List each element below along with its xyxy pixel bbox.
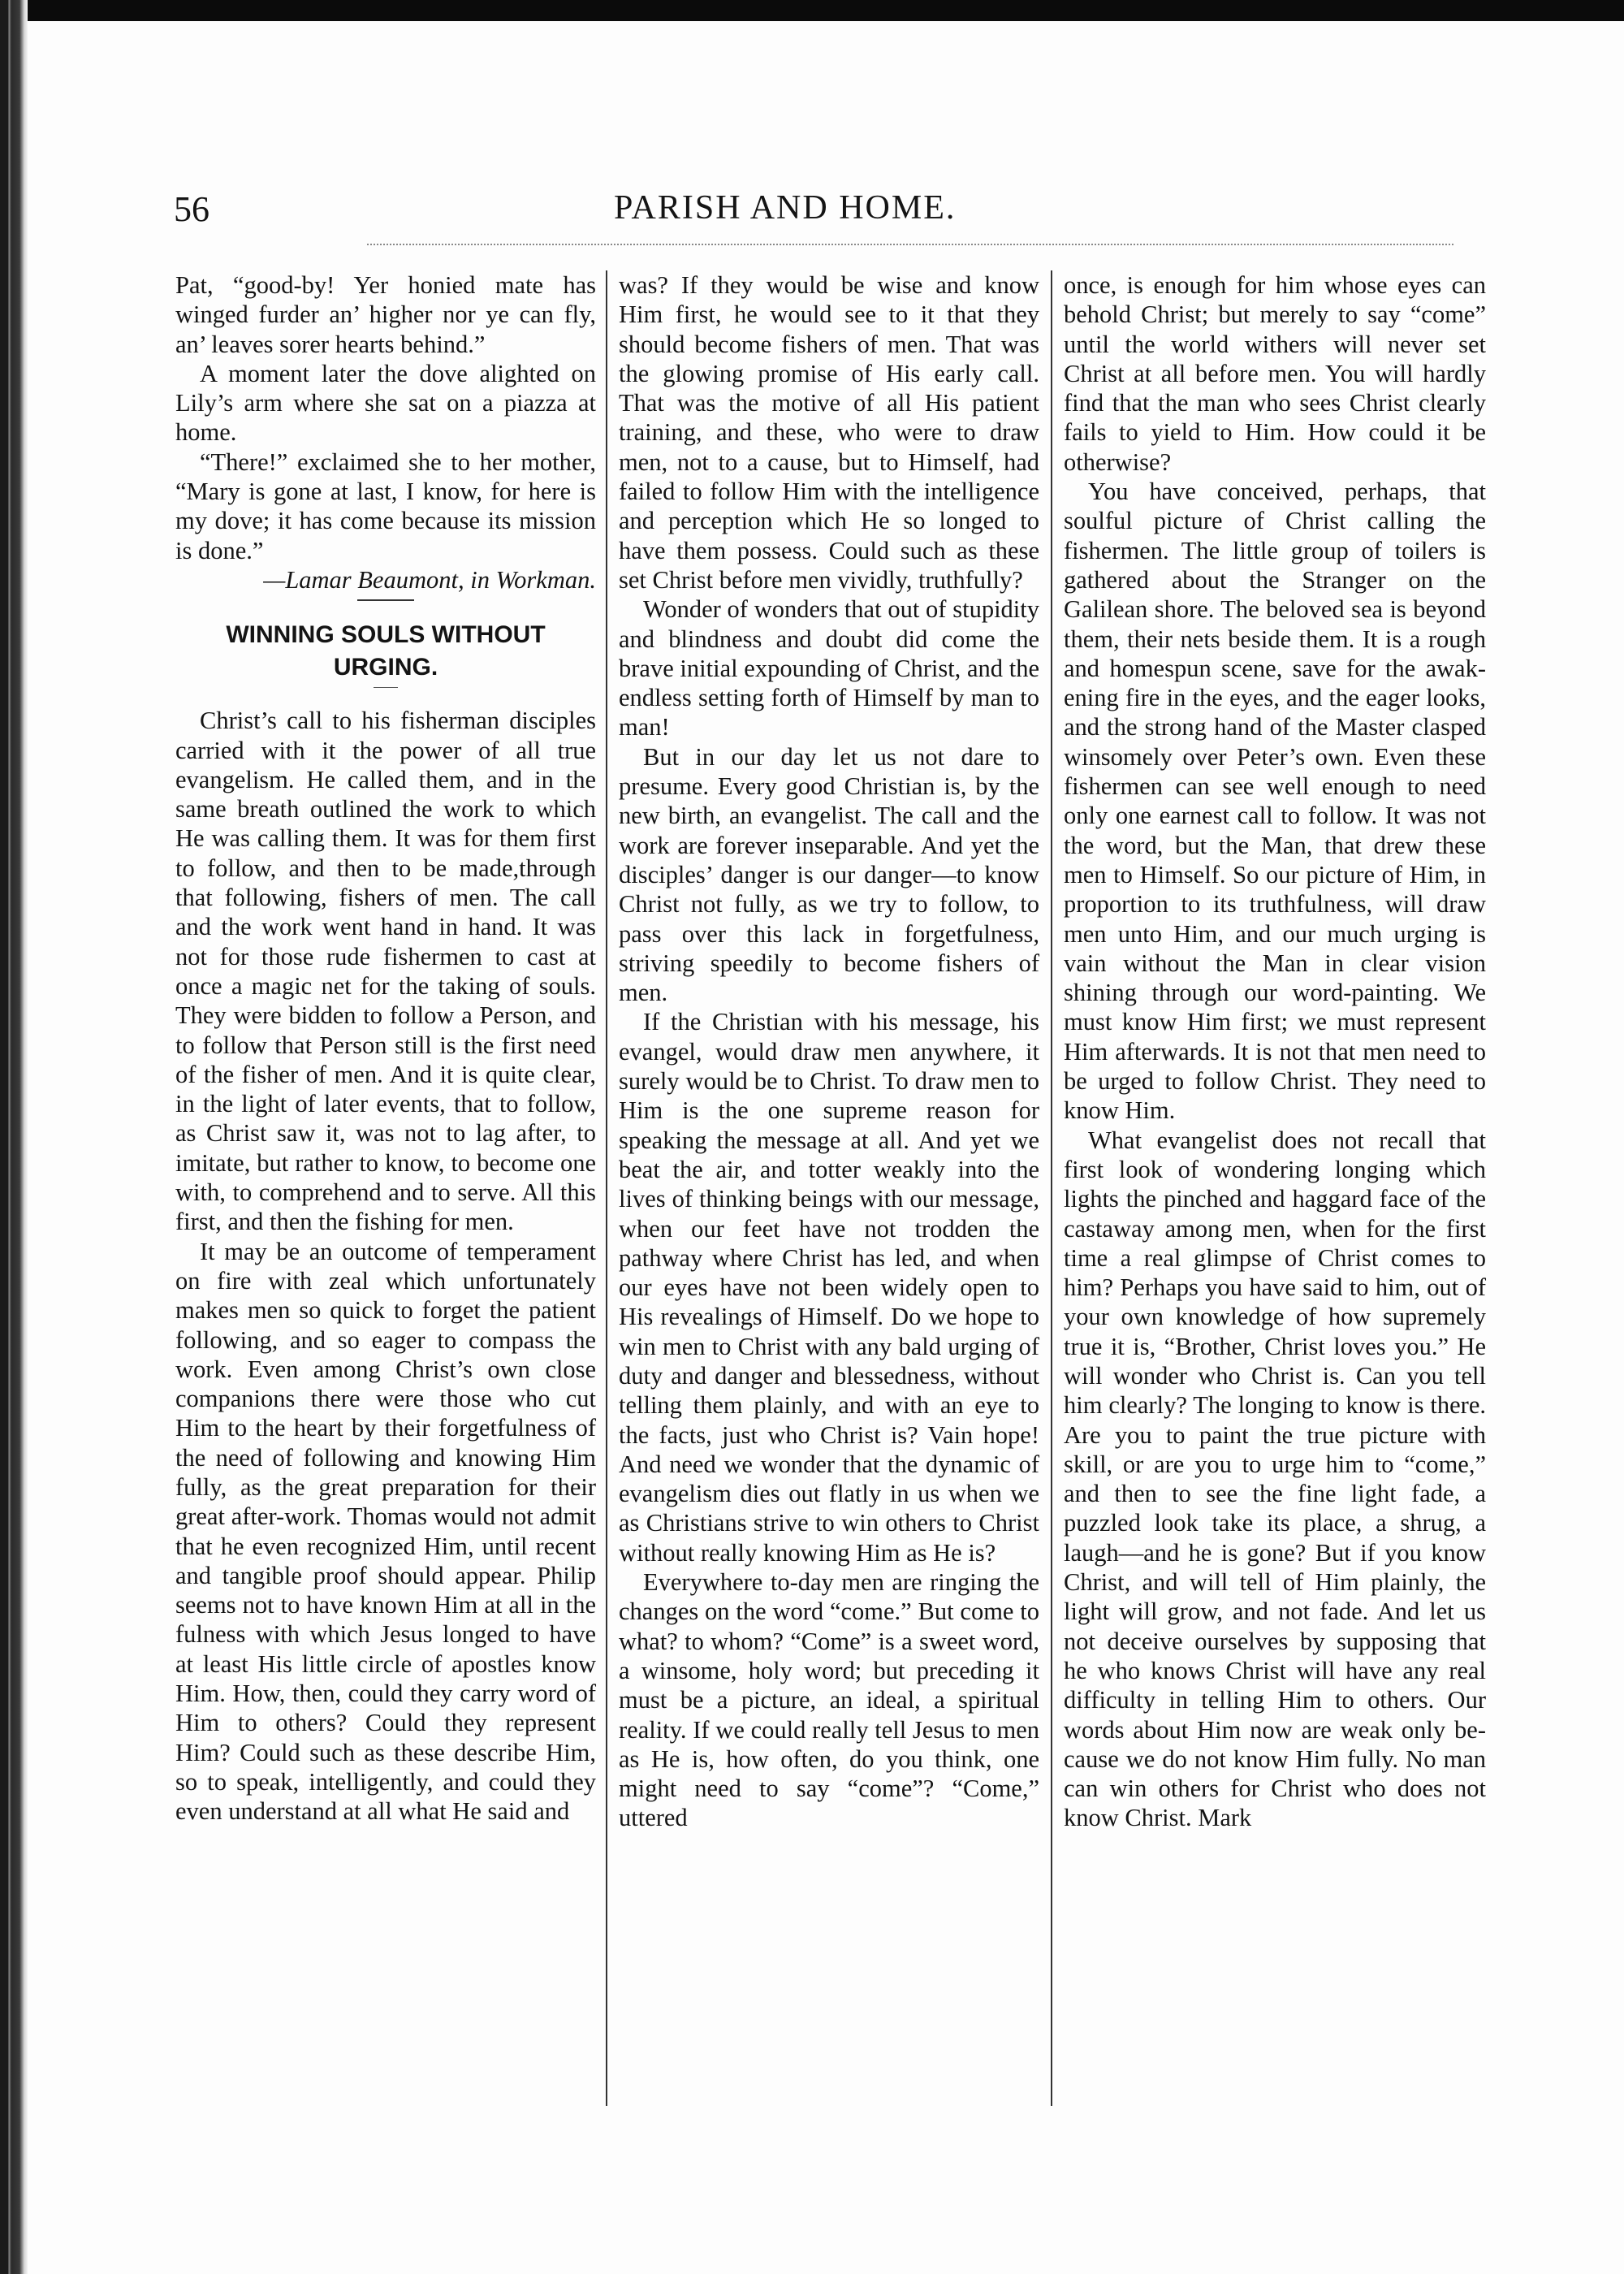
paragraph: was? If they would be wise and know Him first, he would see to it that they should become fishers of men. That was the glowing promise of His early call. That was the motive of all His patient training, and these, who were to draw men, not to a cause, but to Himself, had failed to follow Him with the intelligence and perception which He so longed to have them possess. Could such as these set Christ before men vividly, truthfully?: [619, 271, 1039, 594]
paragraph: once, is enough for him whose eyes can behold Christ; but merely to say “come” until the world withers will never set Christ at all before men. You will hardly find that the man who sees Christ clearly fails to yield to Him. How could it be otherwise?: [1064, 271, 1486, 476]
header-rule: [367, 244, 1453, 245]
paragraph: Wonder of wonders that out of stupidity and blindness and doubt did come the brave initial expounding of Christ, and the endless setting forth of Himself by man to man!: [619, 595, 1039, 741]
paragraph: “There!” exclaimed she to her mother, “Mary is gone at last, I know, for here is my dove; it has come because its mission is done.”: [175, 447, 596, 564]
paragraph: If the Christian with his message, his evangel, would draw men anywhere, it surely would be to Christ. To draw men to Him is the one supreme reason for speaking the message at all. And yet we beat the air, and totter weakly into the lives of thinking beings with our message, when our feet have not trodden the pathway where Christ has led, and when our eyes have not been widely open to His revealings of Himself. Do we hope to win men to Christ with any bald urging of duty and danger and blessedness, without telling them plainly, and with an eye to the facts, just who Christ is? Vain hope! And need we wonder that the dynamic of evangelism dies out flatly in us when we as Christians strive to win others to Christ without really knowing Him as He is?: [619, 1008, 1039, 1567]
attribution: —Lamar Beaumont, in Workman.: [263, 565, 596, 594]
column-middle: [619, 270, 1039, 1833]
page-header: [0, 182, 1624, 231]
article-heading: WINNING SOULS WITHOUT URGING.: [226, 621, 546, 681]
paragraph: Everywhere to-day men are ringing the changes on the word “come.” But come to what? to whom? “Come” is a sweet word, a winsome, holy word; but preceding it must be a picture, an ideal, a spiritual reality. If we could really tell Jesus to men as He is, how often, do you think, one might need to say “come”? “Come,” uttered: [619, 1568, 1039, 1832]
page-number: 56: [174, 189, 209, 229]
paragraph: What evangelist does not recall that first look of wondering longing which lights the pinched and haggard face of the castaway among men, when for the first time a real glimpse of Christ comes to him? Perhaps you have said to him, out of your own knowledge of how supremely true it is, “Brother, Christ loves you.” He will wonder who Christ is. Can you tell him clearly? The longing to know is there. Are you to paint the true picture with skill, or are you to urge him to “come,” and then to see the fine light fade, a puzzled look take its place, a shrug, a laugh—and he is gone? But if you know Christ, and will tell of Him plainly, the light will grow, and not fade. And let us not deceive ourselves by supposing that he who knows Christ will have any real difficulty in telling Him to others. Our words about Him now are weak only because we do not know Him fully. No man can win others for Christ who does not know Christ. Mark: [1064, 1126, 1486, 1832]
paragraph: A moment later the dove alighted on Lily’s arm where she sat on a piazza at home.: [175, 359, 596, 447]
column-rule-left: [606, 270, 607, 2106]
paragraph: Pat, “good-by! Yer honied mate has winged furder an’ higher nor ye can fly, an’ leaves sorer hearts behind.”: [175, 271, 596, 358]
paragraph: Christ’s call to his fisherman disciples carried with it the power of all true evangelism. He called them, and in the same breath outlined the work to which He was calling them. It was for them first to follow, and then to be made,through that following, fishers of men. The call and the work went hand in hand. It was not for those rude fishermen to cast at once a magic net for the taking of souls. They were bidden to follow a Person, and to follow that Person still is the first need of the fisher of men. And it is quite clear, in the light of later events, that to follow, as Christ saw it, was not to lag after, to imitate, but rather to know, to become one with, to comprehend and to serve. All this first, and then the fishing for men.: [175, 707, 596, 1236]
paragraph: But in our day let us not dare to presume. Every good Christian is, by the new birth, an evangelist. The call and the work are forever inseparable. And yet the disciples’ danger is our danger—to know Christ not fully, as we try to follow, to pass over this lack in forgetfulness, striving speedily to become fishers of men.: [619, 742, 1039, 1007]
scan-border-left: [0, 0, 28, 2274]
running-title: PARISH AND HOME.: [614, 189, 957, 227]
scan-border-top: [0, 0, 1624, 21]
column-left: [175, 270, 596, 1827]
heading-divider: [374, 687, 398, 688]
paragraph: It may be an outcome of temperament on fire with zeal which unfortunately makes men so quick to forget the patient following, and so eager to compass the work. Even among Christ’s own close companions there were those who cut Him to the heart by their forgetfulness of the need of following and knowing Him fully, as the great preparation for their great after-work. Thomas would not admit that he even recognized Him, until recent and tangible proof should appear. Philip seems not to have known Him at all in the fulness with which Jesus longed to have at least His little circle of apostles know Him. How, then, could they carry word of Him to others? Could they represent Him? Could such as these describe Him, so to speak, intelligently, and could they even understand at all what He said and: [175, 1237, 596, 1826]
paragraph: You have conceived, perhaps, that soulful picture of Christ calling the fishermen. The little group of toilers is gathered about the Stranger on the Galilean shore. The beloved sea is beyond them, their nets beside them. It is a rough and homespun scene, save for the awakening fire in the eyes, and the eager looks, and the strong hand of the Master clasped winsomely over Peter’s own. Even these fishermen can see well enough to need only one earnest call to follow. It was not the word, but the Man, that drew these men to Himself. So our picture of Him, in proportion to its truthfulness, will draw men unto Him, and our much urging is vain without the Man in clear vision shining through our word-painting. We must know Him first; we must represent Him afterwards. It is not that men need to be urged to follow Christ. They need to know Him.: [1064, 478, 1486, 1125]
section-divider: [357, 599, 414, 601]
column-rule-right: [1051, 270, 1052, 2106]
column-right: [1064, 270, 1486, 1833]
